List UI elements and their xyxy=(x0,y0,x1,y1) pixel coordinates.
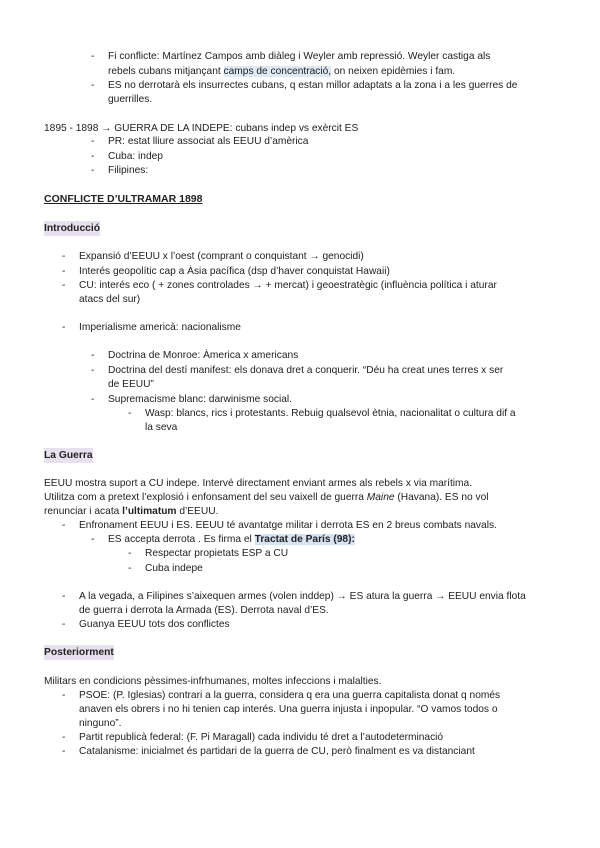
list-item-text: guerrilles. xyxy=(108,94,153,105)
list-item-text: de guerra i derrota la Armada (ES). Derrota naval d’ES. xyxy=(79,605,329,616)
ultimatum-bold: l’ultimatum xyxy=(122,506,177,517)
bullet-dash: - xyxy=(128,408,132,419)
list-item-text: Imperialisme americà: nacionalisme xyxy=(79,322,241,333)
paragraph-text: Militars en condicions pèssimes-infrhumanes, moltes infeccions i malalties. xyxy=(44,676,382,687)
ship-name: Maine xyxy=(366,492,395,503)
highlight-camps: camps de concentració, xyxy=(223,66,332,77)
list-item-text: Interés geopolític cap a Àsia pacífica (dsp d’haver conquistat Hawaii) xyxy=(79,266,390,277)
section-heading-la-guerra: La Guerra xyxy=(44,450,93,461)
list-item-text: Fi conflicte: Martínez Campos amb diàleg i Weyler amb repressió. Weyler castiga als xyxy=(108,51,491,62)
bullet-dash: - xyxy=(91,136,95,147)
list-item-text: ES accepta derrota . Es firma el Tractat de París (98): xyxy=(108,534,355,545)
bullet-dash: - xyxy=(62,266,66,277)
bullet-dash: - xyxy=(62,520,66,531)
list-item-text: Expansió d’EEUU x l’oest (comprant o conquistant → genocidi) xyxy=(79,251,364,262)
list-item-text: Supremacisme blanc: darwinisme social. xyxy=(108,394,293,405)
list-item-text: atacs del sur) xyxy=(79,294,141,305)
bullet-dash: - xyxy=(128,548,132,559)
bullet-dash: - xyxy=(91,534,95,545)
bullet-dash: - xyxy=(62,591,66,602)
list-item-text: Doctrina del destí manifest: els donava dret a conquerir. “Déu ha creat unes terres x ser xyxy=(108,365,504,376)
bullet-dash: - xyxy=(91,365,95,376)
list-item-text: Cuba indepe xyxy=(145,563,203,574)
bullet-dash: - xyxy=(91,165,95,176)
list-item-text: Wasp: blancs, rics i protestants. Rebuig qualsevol ètnia, nacionalitat o cultura dif a xyxy=(145,408,516,419)
list-item-text: Partit republicà federal: (F. Pi Maragall) cada individu té dret a l’autodeterminació xyxy=(79,732,444,743)
bullet-dash: - xyxy=(62,732,66,743)
bullet-dash: - xyxy=(91,350,95,361)
paragraph-text: EEUU mostra suport a CU indepe. Intervé directament enviant armes als rebels x via marítima. xyxy=(44,478,473,489)
list-item-text: Filipines: xyxy=(108,165,149,176)
war-title: 1895 - 1898 → GUERRA DE LA INDEPE: cubans indep vs exèrcit ES xyxy=(44,123,359,134)
list-item-text: PSOE: (P. Iglesias) contrari a la guerra, considera q era una guerra capitalista donat q només xyxy=(79,690,501,701)
list-item-text: A la vegada, a Filipines s’aixequen armes (volen inddep) → ES atura la guerra → EEUU envia flota xyxy=(79,591,526,602)
main-heading: CONFLICTE D’ULTRAMAR 1898 xyxy=(44,193,203,205)
list-item-text: Cuba: indep xyxy=(108,151,163,162)
bullet-dash: - xyxy=(91,51,95,62)
list-item-text: Doctrina de Monroe: Àmerica x americans xyxy=(108,350,299,361)
bullet-dash: - xyxy=(62,619,66,630)
bullet-dash: - xyxy=(62,322,66,333)
list-item-text: CU: interés eco ( + zones controlades → + mercat) i geoestratègic (influència política i aturar xyxy=(79,280,497,291)
bullet-dash: - xyxy=(128,563,132,574)
treaty-highlight: Tractat de París (98): xyxy=(254,534,355,545)
bullet-dash: - xyxy=(62,746,66,757)
list-item-text: PR: estat lliure associat als EEUU d’amèrica xyxy=(108,136,309,147)
paragraph-text: renunciar i acata l’ultimatum d’EEUU. xyxy=(44,506,219,517)
list-item-text: de EEUU” xyxy=(108,379,154,390)
section-heading-introduccio: Introducció xyxy=(44,223,101,234)
bullet-dash: - xyxy=(62,690,66,701)
list-item-text: Catalanisme: inicialmet és partidari de la guerra de CU, però finalment es va distanciant xyxy=(79,746,475,757)
list-item-text: Respectar propietats ESP a CU xyxy=(145,548,289,559)
list-item-text: anaven els obrers i no hi tenien cap interés. Una guerra injusta i inpopular. “O vamos todos o xyxy=(79,704,498,715)
list-item-text: ninguno”. xyxy=(79,718,122,729)
bullet-dash: - xyxy=(91,80,95,91)
list-item-text: rebels cubans mitjançant camps de concentració, on neixen epidèmies i fam. xyxy=(108,66,456,77)
paragraph-text: Utilitza com a pretext l’explosió i enfonsament del seu vaixell de guerra Maine (Havana). ES no vol xyxy=(44,492,489,503)
bullet-dash: - xyxy=(91,394,95,405)
section-heading-posteriorment: Posteriorment xyxy=(44,647,114,658)
list-item-text: Guanya EEUU tots dos conflictes xyxy=(79,619,230,630)
list-item-text: la seva xyxy=(145,422,178,433)
bullet-dash: - xyxy=(91,151,95,162)
bullet-dash: - xyxy=(62,280,66,291)
list-item-text: Enfronament EEUU i ES. EEUU té avantatge militar i derrota ES en 2 breus combats navals. xyxy=(79,520,497,531)
bullet-dash: - xyxy=(62,251,66,262)
list-item-text: ES no derrotarà els insurrectes cubans, q estan millor adaptats a la zona i a les guerres de xyxy=(108,80,518,91)
